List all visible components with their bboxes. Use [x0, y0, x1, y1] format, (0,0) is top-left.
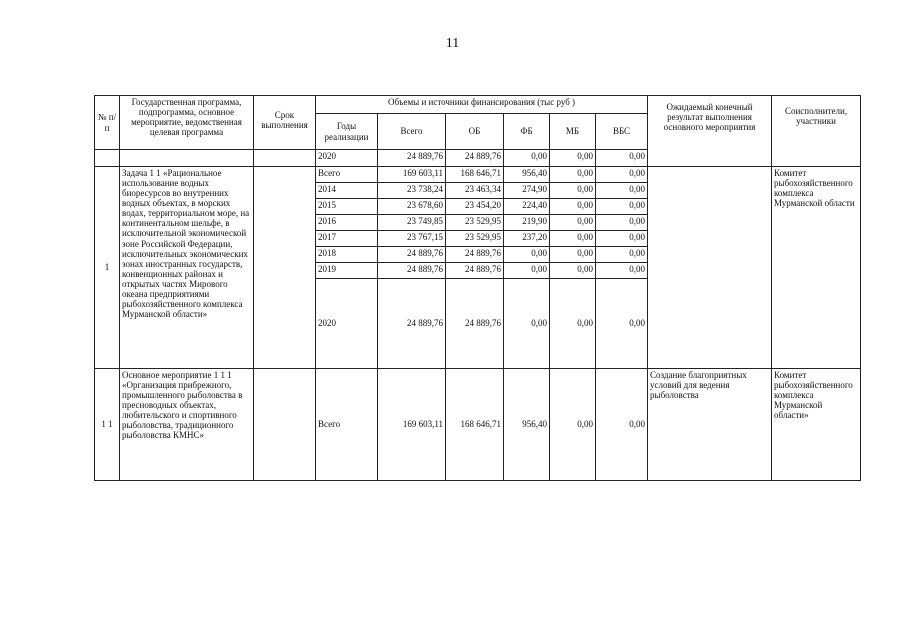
table-row: [95, 167, 861, 183]
header-program: Государственная программа, подпрограмма, основное мероприятие, ведомственная целевая программа: [120, 96, 254, 150]
mb-cell: 0,00: [550, 369, 596, 481]
header-ob: ОБ: [446, 114, 504, 150]
measure-result: Создание благоприятных условий для ведения рыболовства: [648, 369, 772, 481]
vbs-cell: 0,00: [596, 167, 648, 183]
ob-cell: 23 463,34: [446, 183, 504, 199]
header-fb: ФБ: [504, 114, 550, 150]
mb-cell: 0,00: [550, 167, 596, 183]
year-cell: Всего: [316, 369, 378, 481]
fb-cell: 956,40: [504, 167, 550, 183]
fb-cell: 0,00: [504, 263, 550, 279]
header-years: Годы реализации: [316, 114, 378, 150]
vbs-cell: 0,00: [596, 369, 648, 481]
total-cell: 24 889,76: [378, 247, 446, 263]
vbs-cell: 0,00: [596, 231, 648, 247]
year-cell: 2015: [316, 199, 378, 215]
table-row: [95, 369, 861, 481]
mb-cell: 0,00: [550, 150, 596, 167]
vbs-cell: 0,00: [596, 199, 648, 215]
total-cell: 23 767,15: [378, 231, 446, 247]
measure-executors: Комитет рыбохозяйственного комплекса Мурманской области»: [772, 369, 861, 481]
year-cell: 2017: [316, 231, 378, 247]
year-cell: 2020: [316, 150, 378, 167]
total-cell: 24 889,76: [378, 279, 446, 369]
task-name: Задача 1 1 «Рациональное использование водных биоресурсов во внутренних водных объектах, в морских водах, территориальном море, на континентальном шельфе, в исключительной экономической зоне Российской Федерации, исключительных экономических зонах иностранных государств, конвенционных районах и открытых частях Мирового океана предприятиями рыбохозяйственного комплекса Мурманской области»: [120, 167, 254, 369]
fb-cell: 274,90: [504, 183, 550, 199]
mb-cell: 0,00: [550, 263, 596, 279]
vbs-cell: 0,00: [596, 150, 648, 167]
fb-cell: 0,00: [504, 279, 550, 369]
fb-cell: 0,00: [504, 247, 550, 263]
header-term: Срок выполнения: [254, 96, 316, 150]
total-cell: 23 749,85: [378, 215, 446, 231]
ob-cell: 168 646,71: [446, 369, 504, 481]
fb-cell: 956,40: [504, 369, 550, 481]
ob-cell: 24 889,76: [446, 247, 504, 263]
total-cell: 23 678,60: [378, 199, 446, 215]
total-cell: 24 889,76: [378, 150, 446, 167]
header-financing: Объемы и источники финансирования (тыс руб ): [316, 96, 648, 114]
mb-cell: 0,00: [550, 199, 596, 215]
ob-cell: 168 646,71: [446, 167, 504, 183]
total-cell: 169 603,11: [378, 167, 446, 183]
task-executors: Комитет рыбохозяйственного комплекса Мурманской области: [772, 167, 861, 369]
mb-cell: 0,00: [550, 247, 596, 263]
fb-cell: 0,00: [504, 150, 550, 167]
fb-cell: 219,90: [504, 215, 550, 231]
mb-cell: 0,00: [550, 215, 596, 231]
year-cell: 2020: [316, 279, 378, 369]
ob-cell: 23 529,95: [446, 215, 504, 231]
mb-cell: 0,00: [550, 183, 596, 199]
vbs-cell: 0,00: [596, 183, 648, 199]
ob-cell: 24 889,76: [446, 150, 504, 167]
year-cell: 2019: [316, 263, 378, 279]
ob-cell: 24 889,76: [446, 279, 504, 369]
total-cell: 169 603,11: [378, 369, 446, 481]
measure-name: Основное мероприятие 1 1 1 «Организация прибрежного, промышленного рыболовства в пресноводных объектах, любительского и спортивного рыболовства, традиционного рыболовства КМНС»: [120, 369, 254, 481]
ob-cell: 24 889,76: [446, 263, 504, 279]
vbs-cell: 0,00: [596, 263, 648, 279]
year-cell: 2016: [316, 215, 378, 231]
year-cell: Всего: [316, 167, 378, 183]
measure-num: 1 1: [95, 369, 120, 481]
year-cell: 2014: [316, 183, 378, 199]
vbs-cell: 0,00: [596, 247, 648, 263]
total-cell: 24 889,76: [378, 263, 446, 279]
header-mb: МБ: [550, 114, 596, 150]
financing-table: [94, 95, 861, 481]
mb-cell: 0,00: [550, 279, 596, 369]
ob-cell: 23 529,95: [446, 231, 504, 247]
header-num: № п/п: [95, 96, 120, 150]
fb-cell: 224,40: [504, 199, 550, 215]
vbs-cell: 0,00: [596, 215, 648, 231]
page-number: 11: [445, 36, 460, 51]
ob-cell: 23 454,20: [446, 199, 504, 215]
total-cell: 23 738,24: [378, 183, 446, 199]
fb-cell: 237,20: [504, 231, 550, 247]
mb-cell: 0,00: [550, 231, 596, 247]
task-num: 1: [95, 167, 120, 369]
header-executors: Соисполнители, участники: [772, 96, 861, 167]
header-total: Всего: [378, 114, 446, 150]
vbs-cell: 0,00: [596, 279, 648, 369]
header-result: Ожидаемый конечный результат выполнения основного мероприятия: [648, 96, 772, 167]
year-cell: 2018: [316, 247, 378, 263]
header-vbs: ВБС: [596, 114, 648, 150]
